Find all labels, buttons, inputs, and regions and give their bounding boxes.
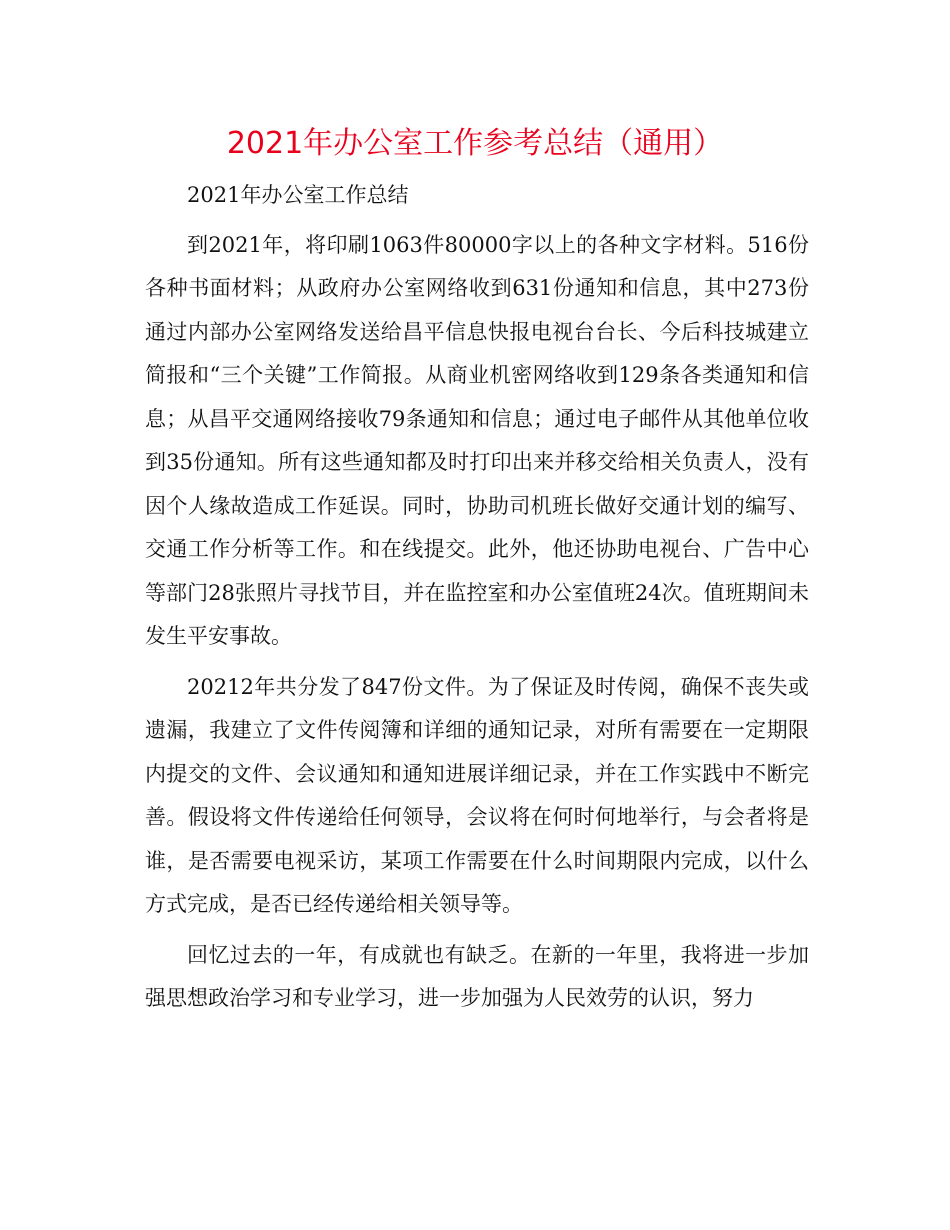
document-body [145,174,809,1028]
paragraph-3: 回忆过去的一年，有成就也有缺乏。在新的一年里，我将进一步加强思想政治学习和专业学习，进一步加强为人民效劳的认识，努力 [145,942,809,1010]
document-title: 2021年办公室工作参考总结（通用） [226,126,724,161]
document-subtitle: 2021年办公室工作总结 [187,183,409,207]
paragraph-1: 到2021年，将印刷1063件80000字以上的各种文字材料。516份各种书面材料；从政府办公室网络收到631份通知和信息，其中273份通过内部办公室网络发送给昌平信息快报电视台台长、今后科技城建立简报和“三个关键”工作简报。从商业机密网络收到129条各类通知和信息；从昌平交通网络接收79条通知和信息；通过电子邮件从其他单位收到35份通知。所有这些通知都及时打印出来并移交给相关负责人，没有因个人缘故造成工作延误。同时，协助司机班长做好交通计划的编写、交通工作分析等工作。和在线提交。此外，他还协助电视台、广告中心等部门28张照片寻找节目，并在监控室和办公室值班24次。值班期间未发生平安事故。 [145,232,809,648]
paragraph-2: 20212年共分发了847份文件。为了保证及时传阅，确保不丧失或遗漏，我建立了文件传阅簿和详细的通知记录，对所有需要在一定期限内提交的文件、会议通知和通知进展详细记录，并在工作实践中不断完善。假设将文件传递给任何领导，会议将在何时何地举行，与会者将是谁，是否需要电视采访，某项工作需要在什么时间期限内完成，以什么方式完成，是否已经传递给相关领导等。 [145,674,809,916]
